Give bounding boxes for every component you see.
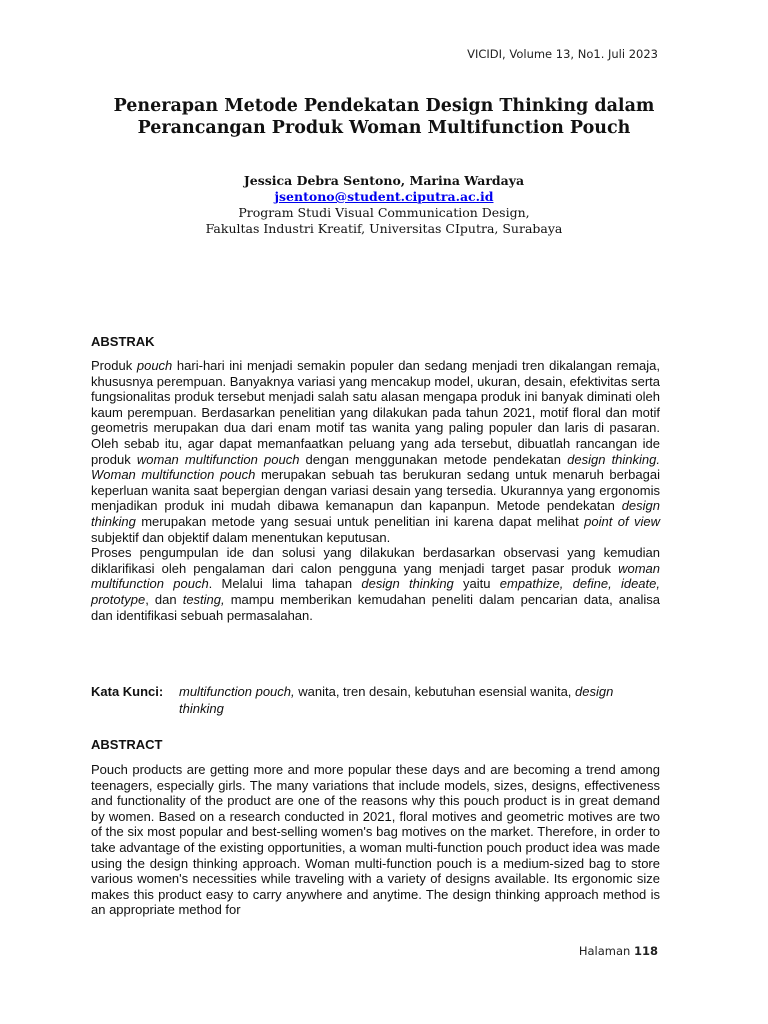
- title-line-1: Penerapan Metode Pendekatan Design Thinking dalam: [113, 96, 655, 116]
- italic-run: design thinking: [91, 498, 660, 529]
- page-number: 118: [633, 944, 658, 958]
- author-names: Jessica Debra Sentono, Marina Wardaya: [243, 173, 525, 188]
- italic-run: multifunction pouch,: [179, 684, 295, 699]
- text-run: Pouch products are getting more and more popular these days and are becoming a trend among teenagers, especially girls. The many variations that include models, sizes, designs, effectiveness and functionality of the product are one of the reasons why this pouch product is in great demand by women. Based on a research conducted in 2021, floral motives and geometric motives are two of the six most popular and best-selling women's bag motives on the market. Therefore, in order to take advantage of the existing opportunities, a woman multi-function pouch product idea was made using the design thinking approach. Woman multi-function pouch is a medium-sized bag to store various women's necessities while traveling with a variety of designs available. Its ergonomic size makes this product easy to carry anywhere and anytime. The design thinking approach method is an appropriate method for: [91, 762, 660, 918]
- italic-run: point of view: [584, 513, 660, 529]
- author-email-link[interactable]: jsentono@student.ciputra.ac.id: [274, 189, 494, 204]
- paper-title: [90, 95, 678, 139]
- text-run: , dan: [145, 591, 183, 607]
- italic-run: testing,: [182, 591, 225, 607]
- keywords-text: [179, 683, 660, 717]
- text-run: wanita, tren desain, kebutuhan esensial wanita,: [294, 684, 576, 699]
- abstrak-paragraph-2: [91, 545, 660, 623]
- italic-run: woman multifunction pouch: [91, 560, 660, 592]
- keywords-block: [91, 683, 660, 717]
- text-run: merupakan sebuah tas berukuran sedang untuk menaruh berbagai keperluan wanita saat bepergian dengan variasi desain yang tersedia. Ukurannya yang ergonomis menjadikan produk ini mudah dibawa kemanapun dan kapanpun. Metode pendekatan: [91, 467, 660, 514]
- italic-run: design thinking: [361, 576, 454, 592]
- affiliation-line-1: Program Studi Visual Communication Design,: [238, 205, 530, 220]
- italic-run: woman multifunction pouch: [136, 451, 300, 467]
- abstract-body: [91, 762, 660, 918]
- page-number-footer: [579, 944, 658, 958]
- text-run: mampu memberikan kemudahan peneliti dalam pencarian data, analisa dan identifikasi sebuah permasalahan.: [91, 591, 660, 623]
- affiliation-line-2: Fakultas Industri Kreatif, Universitas CIputra, Surabaya: [205, 221, 563, 236]
- text-run: . Melalui lima tahapan: [208, 576, 362, 592]
- italic-run: design thinking: [179, 684, 614, 716]
- text-run: Proses pengumpulan ide dan solusi yang dilakukan berdasarkan observasi yang kemudian diklarifikasi oleh pengalaman dari calon pengguna yang menjadi target pasar produk: [91, 545, 660, 576]
- abstract-heading: ABSTRACT: [91, 737, 163, 752]
- abstrak-paragraph-1: [91, 358, 660, 545]
- author-block: [90, 173, 678, 237]
- text-run: hari-hari ini menjadi semakin populer dan sedang menjadi tren dikalangan remaja, khususnya perempuan. Banyaknya variasi yang mencakup model, ukuran, desain, efektivitas serta fungsionalitas produk tersebut menjadi salah satu alasan mengapa produk ini banyak diminati oleh kaum perempuan. Berdasarkan penelitian yang dilakukan pada tahun 2021, motif floral dan motif geometris merupakan dua dari enam motif tas wanita yang paling populer dan laris di pasaran. Oleh sebab itu, agar dapat memanfaatkan peluang yang ada tersebut, dibuatlah rancangan ide produk: [91, 358, 660, 467]
- abstrak-body: [91, 358, 660, 623]
- italic-run: empathize, define, ideate, prototype: [91, 576, 660, 607]
- page-label: Halaman: [578, 944, 631, 958]
- abstract-paragraph-1: [91, 762, 660, 918]
- italic-run: design thinking. Woman multifunction pouch: [91, 451, 660, 483]
- text-run: yaitu: [453, 576, 500, 592]
- keywords-label: Kata Kunci:: [91, 684, 164, 699]
- text-run: dengan menggunakan metode pendekatan: [299, 451, 568, 467]
- text-run: subjektif dan objektif dalam menentukan keputusan.: [91, 529, 391, 545]
- running-header: VICIDI, Volume 13, No1. Juli 2023: [467, 47, 658, 61]
- abstrak-heading: ABSTRAK: [91, 334, 155, 349]
- text-run: merupakan metode yang sesuai untuk penelitian ini karena dapat melihat: [135, 513, 585, 529]
- italic-run: pouch: [136, 358, 173, 373]
- title-line-2: Perancangan Produk Woman Multifunction Pouch: [137, 118, 631, 138]
- text-run: Produk: [91, 358, 137, 373]
